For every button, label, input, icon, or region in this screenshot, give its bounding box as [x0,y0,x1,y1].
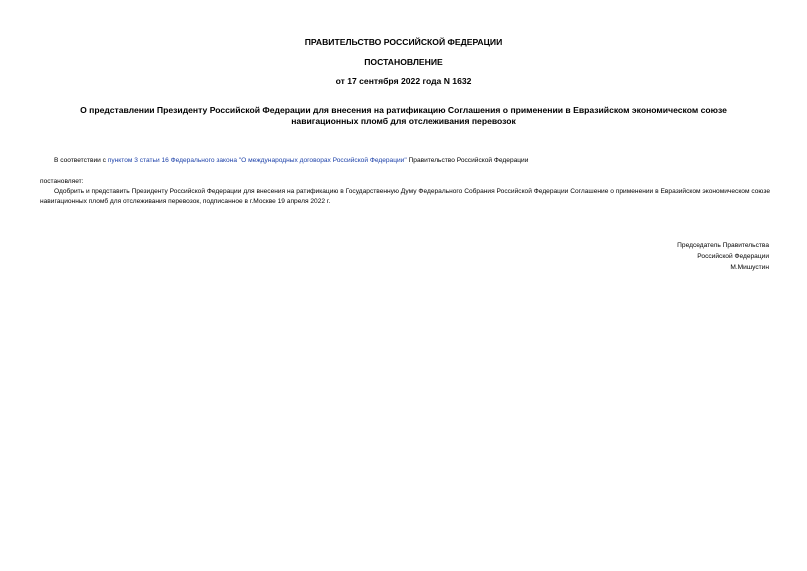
document-title-line-2: навигационных пломб для отслеживания перевозок [291,116,516,126]
resolves-text: постановляет: [40,178,84,185]
signature-organization: Российской Федерации [697,253,769,260]
signature-name: М.Мишустин [730,264,769,271]
document-title [0,105,807,127]
body-paragraph: Одобрить и представить Президенту Российской Федерации для внесения на ратификацию в Государственную Думу Федерального Собрания Российской Федерации Соглашение о применении в Евразийском экономическом союзе навигационных пломб для отслеживания перевозок, подписанное в г.Москве 19 апреля 2022 г. [40,188,770,205]
government-heading: ПРАВИТЕЛЬСТВО РОССИЙСКОЙ ФЕДЕРАЦИИ [304,37,503,47]
preamble-paragraph [54,156,528,166]
document-title-line-1: О представлении Президенту Российской Федерации для внесения на ратификацию Соглашения о применении в Евразийском экономическом союзе [80,105,727,115]
date-number-heading: от 17 сентября 2022 года N 1632 [335,76,472,86]
preamble-suffix: Правительство Российской Федерации [406,157,529,164]
document-type-heading: ПОСТАНОВЛЕНИЕ [364,57,443,67]
signature-position: Председатель Правительства [677,242,769,249]
federal-law-link[interactable]: пунктом 3 статьи 16 Федерального закона "О международных договорах Российской Федерации" [107,157,407,164]
preamble-prefix: В соответствии с [54,157,108,164]
